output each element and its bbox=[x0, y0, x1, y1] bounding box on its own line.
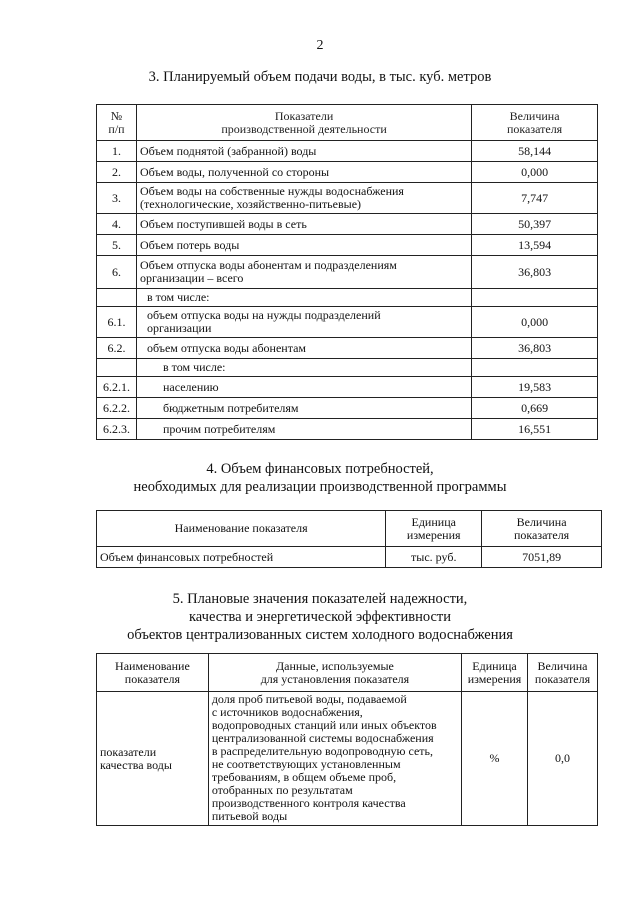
table-row bbox=[97, 307, 598, 338]
header-unit: Единица измерения bbox=[462, 654, 528, 692]
header-value: Величина показателя bbox=[528, 654, 598, 692]
table-row bbox=[97, 141, 598, 162]
table-row bbox=[97, 235, 598, 256]
row-number bbox=[97, 359, 137, 377]
row-value: 50,397 bbox=[472, 214, 598, 235]
header-data: Данные, используемые для установления показателя bbox=[208, 654, 461, 692]
section5-title: 5. Плановые значения показателей надежности, качества и энергетической эффективности объектов централизованных систем холодного водоснабжения bbox=[127, 591, 513, 643]
row-value: 0,000 bbox=[472, 162, 598, 183]
row-value: 0,0 bbox=[528, 692, 598, 826]
row-name: Объем финансовых потребностей bbox=[97, 547, 386, 568]
row-name: показатели качества воды bbox=[97, 692, 209, 826]
row-number: 5. bbox=[97, 235, 137, 256]
table-header-row bbox=[97, 654, 598, 692]
row-value: 58,144 bbox=[472, 141, 598, 162]
financial-needs-table bbox=[96, 510, 602, 568]
row-number: 1. bbox=[97, 141, 137, 162]
row-number: 6.2.3. bbox=[97, 419, 137, 440]
row-value bbox=[472, 289, 598, 307]
row-value: 36,803 bbox=[472, 256, 598, 289]
row-label: объем отпуска воды абонентам bbox=[136, 338, 471, 359]
page-number: 2 bbox=[316, 38, 324, 53]
row-value: 7051,89 bbox=[482, 547, 602, 568]
header-indicator: Показатели производственной деятельности bbox=[136, 105, 471, 141]
row-number bbox=[97, 289, 137, 307]
row-label: Объем потерь воды bbox=[136, 235, 471, 256]
row-label: Объем воды, полученной со стороны bbox=[136, 162, 471, 183]
table-row bbox=[97, 547, 602, 568]
table-row bbox=[97, 162, 598, 183]
row-label: населению bbox=[136, 377, 471, 398]
table-row bbox=[97, 183, 598, 214]
row-label: прочим потребителям bbox=[136, 419, 471, 440]
row-number: 3. bbox=[97, 183, 137, 214]
row-label: Объем отпуска воды абонентам и подразделениям организации – всего bbox=[136, 256, 471, 289]
row-value: 13,594 bbox=[472, 235, 598, 256]
water-supply-table bbox=[96, 104, 598, 440]
header-num: № п/п bbox=[97, 105, 137, 141]
row-value: 19,583 bbox=[472, 377, 598, 398]
row-unit: тыс. руб. bbox=[386, 547, 482, 568]
section3-title: 3. Планируемый объем подачи воды, в тыс. куб. метров bbox=[148, 69, 492, 85]
table-header-row bbox=[97, 105, 598, 141]
table-row bbox=[97, 289, 598, 307]
row-value: 7,747 bbox=[472, 183, 598, 214]
table-row bbox=[97, 692, 598, 826]
row-label: Объем поступившей воды в сеть bbox=[136, 214, 471, 235]
row-value: 0,000 bbox=[472, 307, 598, 338]
row-value bbox=[472, 359, 598, 377]
table-row bbox=[97, 256, 598, 289]
table-row bbox=[97, 398, 598, 419]
row-number: 6.2.2. bbox=[97, 398, 137, 419]
table-header-row bbox=[97, 511, 602, 547]
header-unit: Единица измерения bbox=[386, 511, 482, 547]
row-label: объем отпуска воды на нужды подразделений организации bbox=[136, 307, 471, 338]
row-data: доля проб питьевой воды, подаваемой с источников водоснабжения, водопроводных станций или иных объектов централизованной системы водоснабжения в распределительную водопроводную сеть, не соответствующих установленным требованиям, в общем объеме проб, отобранных по результатам производственного контроля качества питьевой воды bbox=[208, 692, 461, 826]
header-name: Наименование показателя bbox=[97, 654, 209, 692]
row-label: Объем поднятой (забранной) воды bbox=[136, 141, 471, 162]
row-number: 6.2. bbox=[97, 338, 137, 359]
header-value: Величина показателя bbox=[472, 105, 598, 141]
row-label: в том числе: bbox=[136, 359, 471, 377]
table-row bbox=[97, 419, 598, 440]
row-value: 16,551 bbox=[472, 419, 598, 440]
header-value: Величина показателя bbox=[482, 511, 602, 547]
row-number: 6. bbox=[97, 256, 137, 289]
table-row bbox=[97, 338, 598, 359]
row-number: 2. bbox=[97, 162, 137, 183]
row-label: Объем воды на собственные нужды водоснабжения (технологические, хозяйственно-питьевые) bbox=[136, 183, 471, 214]
row-number: 4. bbox=[97, 214, 137, 235]
section4-title: 4. Объем финансовых потребностей, необходимых для реализации производственной программы bbox=[133, 461, 507, 495]
row-number: 6.2.1. bbox=[97, 377, 137, 398]
row-value: 0,669 bbox=[472, 398, 598, 419]
table-row bbox=[97, 377, 598, 398]
table-row bbox=[97, 214, 598, 235]
row-label: в том числе: bbox=[136, 289, 471, 307]
reliability-indicators-table bbox=[96, 653, 598, 826]
row-label: бюджетным потребителям bbox=[136, 398, 471, 419]
header-name: Наименование показателя bbox=[97, 511, 386, 547]
row-value: 36,803 bbox=[472, 338, 598, 359]
row-unit: % bbox=[462, 692, 528, 826]
table-row bbox=[97, 359, 598, 377]
row-number: 6.1. bbox=[97, 307, 137, 338]
